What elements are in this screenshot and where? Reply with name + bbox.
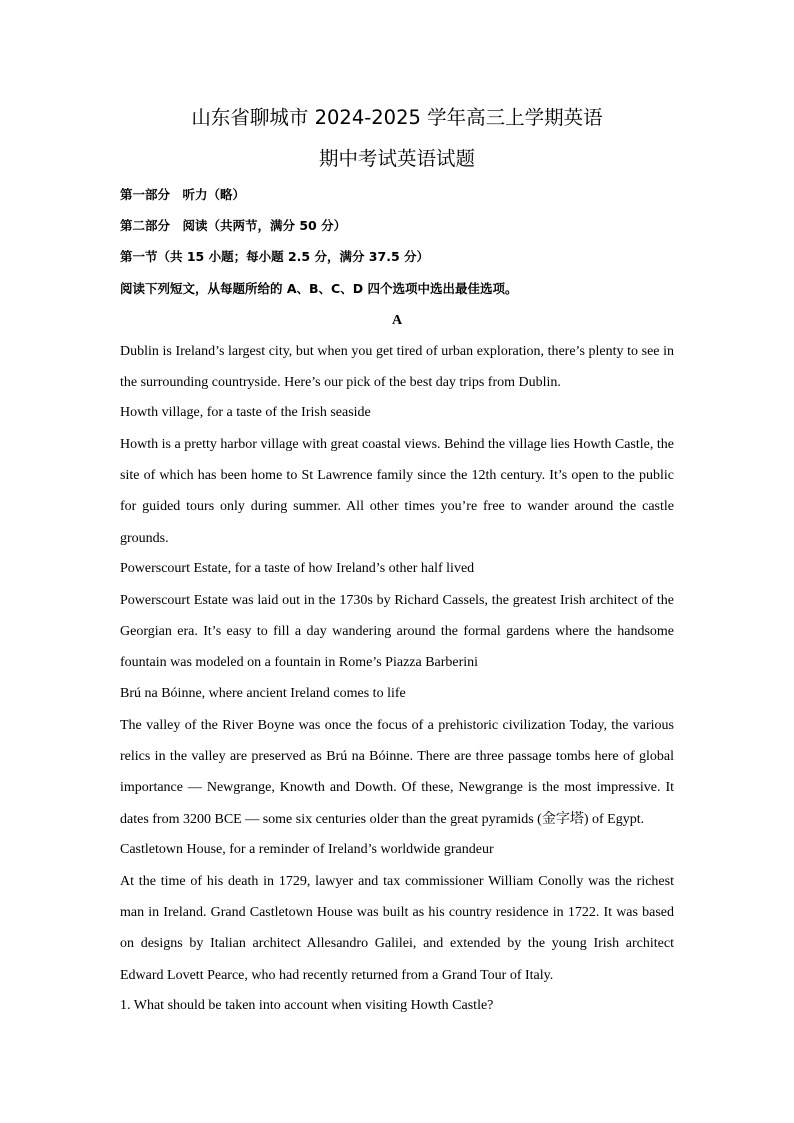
section1-heading: 第一节（共 15 小题；每小题 2.5 分，满分 37.5 分） [120, 249, 429, 264]
paragraph-bru-na-boinne: The valley of the River Boyne was once the focus of a prehistoric civilization Today, the various relics in the valley are preserved as Brú na Bóinne. There are three passage tombs here of global importance — Newgrange, Knowth and Dowth. Of these, Newgrange is the most impressive. It dates from 3200 BCE — some six centuries older than the great pyramids (金字塔) of Egypt. [120, 718, 674, 827]
document-title-line1: 山东省聊城市 2024-2025 学年高三上学期英语 [191, 106, 603, 129]
paragraph-castletown: At the time of his death in 1729, lawyer and tax commissioner William Conolly was the richest man in Ireland. Grand Castletown House was built as his country residence in 1722. It was based on designs by Italian architect Allesandro Galilei, and extended by the young Irish architect Edward Lovett Pearce, who had recently returned from a Grand Tour of Italy. [120, 874, 674, 983]
heading-bru-na-boinne: Brú na Bóinne, where ancient Ireland comes to life [120, 686, 406, 701]
document-page [120, 0, 674, 1123]
paragraph-powerscourt: Powerscourt Estate was laid out in the 1730s by Richard Cassels, the greatest Irish architect of the Georgian era. It’s easy to fill a day wandering around the formal gardens where the handsome fountain was modeled on a fountain in Rome’s Piazza Barberini [120, 593, 674, 671]
question-1: 1. What should be taken into account when visiting Howth Castle? [120, 998, 494, 1013]
passage-letter: A [391, 313, 403, 328]
part1-heading: 第一部分 听力（略） [120, 187, 246, 202]
heading-castletown: Castletown House, for a reminder of Ireland’s worldwide grandeur [120, 842, 494, 857]
part2-heading: 第二部分 阅读（共两节，满分 50 分） [120, 218, 347, 233]
document-title-line2: 期中考试英语试题 [318, 147, 475, 170]
paragraph-howth: Howth is a pretty harbor village with great coastal views. Behind the village lies Howth Castle, the site of which has been home to St Lawrence family since the 12th century. It’s open to the public for guided tours only during summer. All other times you’re free to wander around the castle grounds. [120, 437, 674, 546]
intro-paragraph: Dublin is Ireland’s largest city, but when you get tired of urban exploration, there’s plenty to see in the surrounding countryside. Here’s our pick of the best day trips from Dublin. [120, 344, 674, 391]
heading-powerscourt: Powerscourt Estate, for a taste of how Ireland’s other half lived [120, 561, 475, 576]
heading-howth: Howth village, for a taste of the Irish seaside [120, 405, 371, 420]
instruction-text: 阅读下列短文，从每题所给的 A、B、C、D 四个选项中选出最佳选项。 [120, 281, 518, 296]
